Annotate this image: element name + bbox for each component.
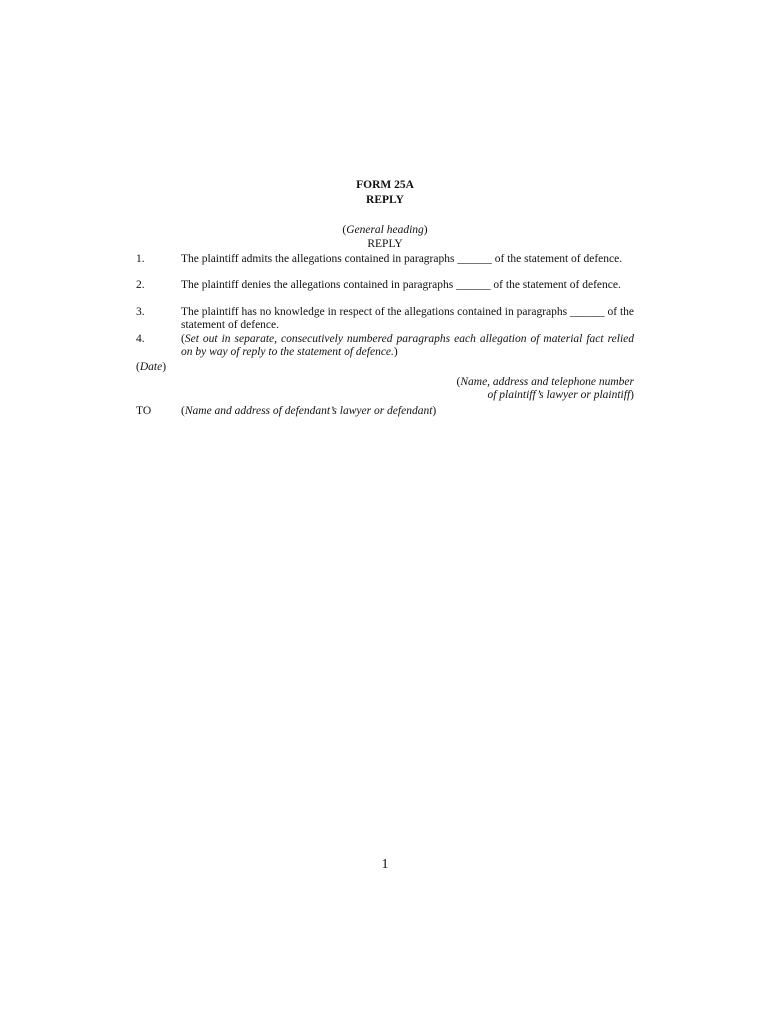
paragraph-3 <box>136 306 634 333</box>
signature-line-2: of plaintiff’s lawyer or plaintiff) <box>487 389 634 402</box>
signature-line-2-text: of plaintiff’s lawyer or plaintiff <box>487 389 631 402</box>
reply-subheading: REPLY <box>367 238 403 250</box>
paragraph-text: The plaintiff has no knowledge in respect of the allegations contained in paragraphs ______ of the statement of defence. <box>181 306 634 332</box>
reply-title: REPLY <box>366 194 404 206</box>
paragraph-instruction: (Set out in separate, consecutively numbered paragraphs each allegation of material fact relied on by way of reply to the statement of defence.) <box>181 333 634 359</box>
date-label: Date <box>139 361 163 373</box>
paragraph-1 <box>136 253 634 266</box>
signature-line-1: (Name, address and telephone number <box>456 376 634 388</box>
paragraph-text: The plaintiff denies the allegations contained in paragraphs ______ of the statement of defence. <box>181 279 621 291</box>
paragraph-text: The plaintiff admits the allegations contained in paragraphs ______ of the statement of defence. <box>181 253 623 265</box>
addressee-placeholder: (Name and address of defendant’s lawyer or defendant) <box>181 405 437 417</box>
paragraph-instruction-text: Set out in separate, consecutively numbered paragraphs each allegation of material fact relied on by way of reply to the statement of defence. <box>181 333 634 359</box>
addressee-row <box>136 405 634 418</box>
paragraph-number: 4. <box>136 333 145 345</box>
paragraph-4 <box>136 333 634 360</box>
paragraph-number: 3. <box>136 306 145 318</box>
to-label: TO <box>136 405 152 417</box>
paragraph-number: 1. <box>136 253 145 265</box>
paragraph-2 <box>136 279 634 292</box>
signature-line-1-text: Name, address and telephone number <box>460 376 634 388</box>
addressee-text: Name and address of defendant’s lawyer or defendant <box>184 405 433 417</box>
date-placeholder: (Date) <box>136 361 167 373</box>
form-title: FORM 25A <box>356 179 414 191</box>
general-heading-text: General heading <box>346 224 424 236</box>
paragraph-number: 2. <box>136 279 145 291</box>
page-number: 1 <box>381 857 389 872</box>
general-heading: (General heading) <box>342 224 428 236</box>
signature-block <box>457 376 635 403</box>
